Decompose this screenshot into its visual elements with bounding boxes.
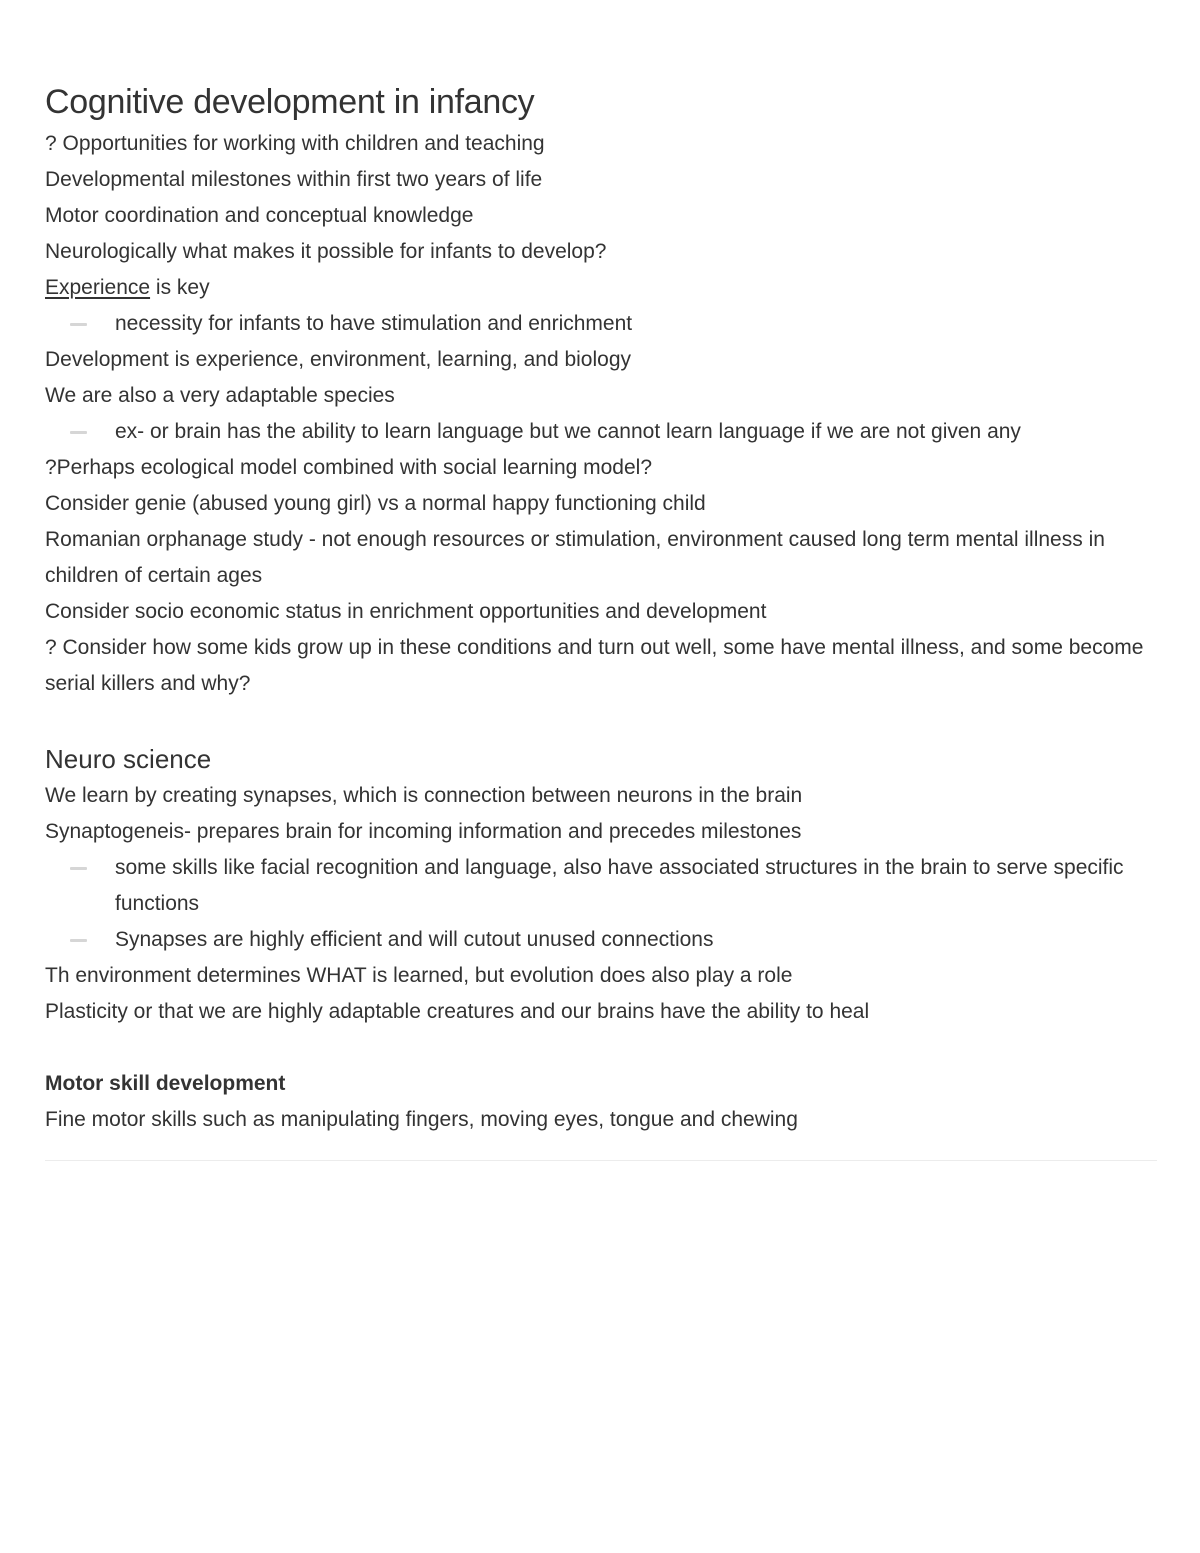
list-item <box>45 414 1157 450</box>
dash-bullet-icon <box>70 431 87 434</box>
list-item-text: necessity for infants to have stimulation and enrichment <box>115 312 633 335</box>
divider <box>45 1160 1157 1161</box>
dash-bullet-icon <box>70 939 87 942</box>
document-page <box>45 78 1157 1161</box>
list-item-text: some skills like facial recognition and language, also have associated structures in the brain to serve specific functions <box>115 856 1124 915</box>
text-line: Neurologically what makes it possible for infants to develop? <box>45 240 607 263</box>
text-line: We are also a very adaptable species <box>45 384 395 407</box>
text-line: Consider socio economic status in enrichment opportunities and development <box>45 600 767 623</box>
text-fragment: is key <box>150 276 210 299</box>
text-line: Development is experience, environment, learning, and biology <box>45 348 632 371</box>
text-line: Plasticity or that we are highly adaptable creatures and our brains have the ability to heal <box>45 1000 870 1023</box>
text-line: Motor coordination and conceptual knowledge <box>45 204 474 227</box>
list-item-text: ex- or brain has the ability to learn language but we cannot learn language if we are not given any <box>115 420 1021 443</box>
text-line: Romanian orphanage study - not enough resources or stimulation, environment caused long term mental illness in children of certain ages <box>45 528 1105 587</box>
text-line: ? Opportunities for working with children and teaching <box>45 132 545 155</box>
text-line: Synaptogeneis- prepares brain for incoming information and precedes milestones <box>45 820 802 843</box>
list-item <box>45 306 1157 342</box>
text-line <box>45 270 1157 306</box>
text-line: Consider genie (abused young girl) vs a normal happy functioning child <box>45 492 706 515</box>
text-line: Th environment determines WHAT is learned, but evolution does also play a role <box>45 964 793 987</box>
text-line: ?Perhaps ecological model combined with social learning model? <box>45 456 653 479</box>
dash-bullet-icon <box>70 323 87 326</box>
list-item <box>45 922 1157 958</box>
page-title: Cognitive development in infancy <box>45 83 535 121</box>
section-heading: Neuro science <box>45 744 212 774</box>
text-line: We learn by creating synapses, which is connection between neurons in the brain <box>45 784 803 807</box>
text-line: Developmental milestones within first two years of life <box>45 168 543 191</box>
subsection-heading: Motor skill development <box>45 1072 286 1095</box>
list-item-text: Synapses are highly efficient and will cutout unused connections <box>115 928 714 951</box>
dash-bullet-icon <box>70 867 87 870</box>
underlined-term: Experience <box>45 276 151 299</box>
text-line: ? Consider how some kids grow up in these conditions and turn out well, some have mental illness, and some become serial killers and why? <box>45 636 1144 695</box>
list-item <box>45 850 1157 922</box>
text-line: Fine motor skills such as manipulating fingers, moving eyes, tongue and chewing <box>45 1108 798 1131</box>
